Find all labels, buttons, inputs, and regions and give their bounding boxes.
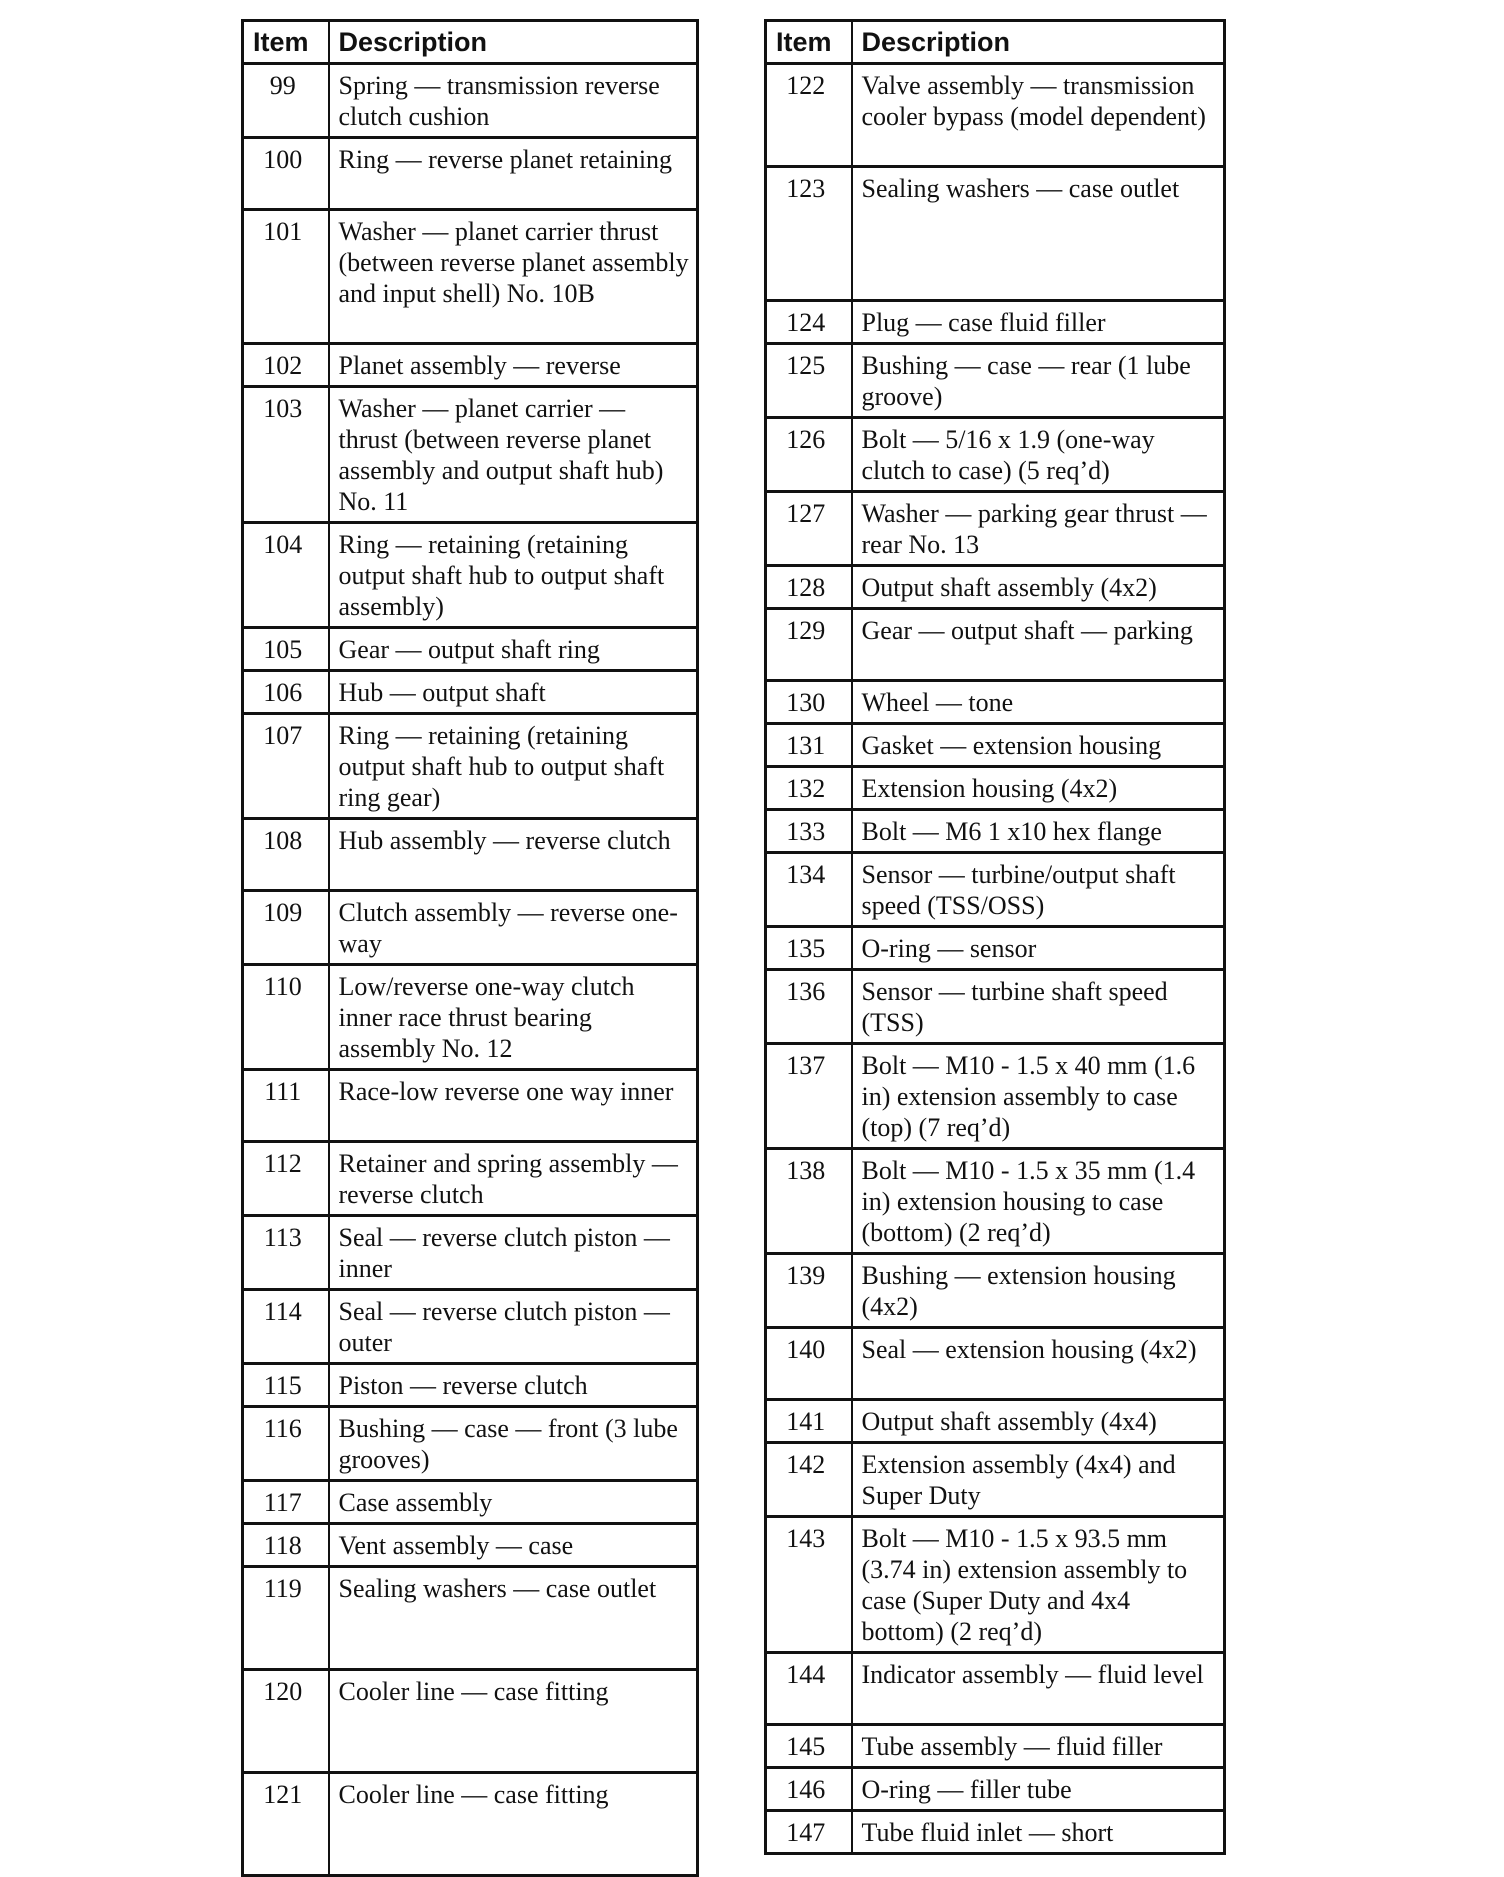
table-row (766, 167, 1225, 301)
item-description: Retainer and spring assembly — reverse clutch (329, 1142, 698, 1216)
item-number: 127 (766, 492, 852, 566)
item-description: Bushing — case — rear (1 lube groove) (852, 344, 1225, 418)
table-row (766, 1443, 1225, 1517)
table-row (766, 418, 1225, 492)
table-row (766, 344, 1225, 418)
item-number: 145 (766, 1725, 852, 1768)
item-description: Tube assembly — fluid filler (852, 1725, 1225, 1768)
table-row (766, 767, 1225, 810)
table-row (243, 965, 698, 1070)
item-description: Seal — reverse clutch piston — outer (329, 1290, 698, 1364)
table-row (243, 1364, 698, 1407)
table-row (766, 927, 1225, 970)
item-number: 118 (243, 1524, 329, 1567)
item-description: Plug — case fluid filler (852, 301, 1225, 344)
item-number: 143 (766, 1517, 852, 1653)
table-row (766, 810, 1225, 853)
table-row (243, 628, 698, 671)
table-row (243, 1290, 698, 1364)
item-number: 125 (766, 344, 852, 418)
table-row (766, 1811, 1225, 1854)
table-row (766, 1328, 1225, 1400)
item-description: Indicator assembly — fluid level (852, 1653, 1225, 1725)
item-description: Sensor — turbine shaft speed (TSS) (852, 970, 1225, 1044)
item-number: 140 (766, 1328, 852, 1400)
item-description: Bolt — 5/16 x 1.9 (one-way clutch to case) (5 req’d) (852, 418, 1225, 492)
item-description: Washer — planet carrier thrust (between reverse planet assembly and input shell) No. 10B (329, 210, 698, 344)
item-number: 104 (243, 523, 329, 628)
item-number: 115 (243, 1364, 329, 1407)
item-description: Ring — reverse planet retaining (329, 138, 698, 210)
item-number: 139 (766, 1254, 852, 1328)
table-row (766, 1044, 1225, 1149)
item-description: Gear — output shaft ring (329, 628, 698, 671)
item-description: Bolt — M10 - 1.5 x 40 mm (1.6 in) extension assembly to case (top) (7 req’d) (852, 1044, 1225, 1149)
description-column-header: Description (852, 21, 1225, 64)
item-number: 141 (766, 1400, 852, 1443)
item-number: 102 (243, 344, 329, 387)
item-number: 124 (766, 301, 852, 344)
table-row (766, 681, 1225, 724)
item-number: 119 (243, 1567, 329, 1670)
parts-table-right (764, 19, 1226, 1855)
table-row (243, 138, 698, 210)
item-column-header: Item (766, 21, 852, 64)
item-number: 135 (766, 927, 852, 970)
item-description: Hub assembly — reverse clutch (329, 819, 698, 891)
item-number: 121 (243, 1773, 329, 1876)
table-row (243, 1481, 698, 1524)
item-description: Cooler line — case fitting (329, 1670, 698, 1773)
item-number: 111 (243, 1070, 329, 1142)
table-row (766, 853, 1225, 927)
item-number: 113 (243, 1216, 329, 1290)
item-number: 138 (766, 1149, 852, 1254)
table-row (243, 1567, 698, 1670)
item-description: Gasket — extension housing (852, 724, 1225, 767)
item-description: Cooler line — case fitting (329, 1773, 698, 1876)
table-row (766, 1149, 1225, 1254)
item-number: 128 (766, 566, 852, 609)
item-number: 144 (766, 1653, 852, 1725)
table-row (766, 1400, 1225, 1443)
item-description: Extension assembly (4x4) and Super Duty (852, 1443, 1225, 1517)
item-number: 110 (243, 965, 329, 1070)
item-description: Sealing washers — case outlet (329, 1567, 698, 1670)
table-row (243, 1524, 698, 1567)
table-row (243, 671, 698, 714)
table-row (766, 724, 1225, 767)
table-row (243, 523, 698, 628)
item-description: Seal — reverse clutch piston — inner (329, 1216, 698, 1290)
table-row (766, 1517, 1225, 1653)
item-number: 106 (243, 671, 329, 714)
table-row (243, 344, 698, 387)
item-number: 112 (243, 1142, 329, 1216)
item-description: Bolt — M10 - 1.5 x 93.5 mm (3.74 in) extension assembly to case (Super Duty and 4x4 bottom) (2 req’d) (852, 1517, 1225, 1653)
item-description: Vent assembly — case (329, 1524, 698, 1567)
item-number: 101 (243, 210, 329, 344)
table-row (243, 387, 698, 523)
item-description: O-ring — sensor (852, 927, 1225, 970)
item-number: 126 (766, 418, 852, 492)
table-row (243, 714, 698, 819)
item-number: 107 (243, 714, 329, 819)
item-description: Race-low reverse one way inner (329, 1070, 698, 1142)
table-row (766, 1653, 1225, 1725)
item-number: 120 (243, 1670, 329, 1773)
item-description: Bolt — M10 - 1.5 x 35 mm (1.4 in) extension housing to case (bottom) (2 req’d) (852, 1149, 1225, 1254)
item-number: 131 (766, 724, 852, 767)
item-number: 99 (243, 64, 329, 138)
table-row (243, 210, 698, 344)
item-description: Planet assembly — reverse (329, 344, 698, 387)
table-row (766, 566, 1225, 609)
item-description: Clutch assembly — reverse one-way (329, 891, 698, 965)
item-number: 114 (243, 1290, 329, 1364)
table-row (766, 301, 1225, 344)
item-number: 134 (766, 853, 852, 927)
item-number: 132 (766, 767, 852, 810)
header-row (766, 21, 1225, 64)
item-number: 117 (243, 1481, 329, 1524)
item-description: Wheel — tone (852, 681, 1225, 724)
item-description: Bushing — case — front (3 lube grooves) (329, 1407, 698, 1481)
item-number: 108 (243, 819, 329, 891)
table-row (243, 1407, 698, 1481)
item-description: Sealing washers — case outlet (852, 167, 1225, 301)
item-number: 130 (766, 681, 852, 724)
table-row (243, 819, 698, 891)
item-number: 109 (243, 891, 329, 965)
description-column-header: Description (329, 21, 698, 64)
table-row (243, 1670, 698, 1773)
item-number: 136 (766, 970, 852, 1044)
table-row (243, 1142, 698, 1216)
item-description: Output shaft assembly (4x2) (852, 566, 1225, 609)
table-row (766, 970, 1225, 1044)
item-description: Case assembly (329, 1481, 698, 1524)
item-description: Extension housing (4x2) (852, 767, 1225, 810)
item-description: Valve assembly — transmission cooler bypass (model dependent) (852, 64, 1225, 167)
item-number: 123 (766, 167, 852, 301)
header-row (243, 21, 698, 64)
item-description: Spring — transmission reverse clutch cushion (329, 64, 698, 138)
table-row (766, 492, 1225, 566)
item-description: Bolt — M6 1 x10 hex flange (852, 810, 1225, 853)
item-description: Ring — retaining (retaining output shaft hub to output shaft ring gear) (329, 714, 698, 819)
item-description: O-ring — filler tube (852, 1768, 1225, 1811)
item-number: 122 (766, 64, 852, 167)
table-row (766, 1725, 1225, 1768)
item-description: Hub — output shaft (329, 671, 698, 714)
table-row (766, 1254, 1225, 1328)
item-description: Bushing — extension housing (4x2) (852, 1254, 1225, 1328)
item-number: 147 (766, 1811, 852, 1854)
item-number: 137 (766, 1044, 852, 1149)
item-number: 129 (766, 609, 852, 681)
item-column-header: Item (243, 21, 329, 64)
item-number: 100 (243, 138, 329, 210)
table-row (243, 1773, 698, 1876)
table-row (243, 1216, 698, 1290)
item-description: Washer — planet carrier — thrust (between reverse planet assembly and output shaft hub) No. 11 (329, 387, 698, 523)
item-description: Washer — parking gear thrust — rear No. 13 (852, 492, 1225, 566)
table-row (766, 1768, 1225, 1811)
item-number: 103 (243, 387, 329, 523)
parts-table-left (241, 19, 699, 1877)
table-row (766, 609, 1225, 681)
item-description: Sensor — turbine/output shaft speed (TSS/OSS) (852, 853, 1225, 927)
item-description: Output shaft assembly (4x4) (852, 1400, 1225, 1443)
item-description: Piston — reverse clutch (329, 1364, 698, 1407)
item-description: Gear — output shaft — parking (852, 609, 1225, 681)
item-description: Low/reverse one-way clutch inner race thrust bearing assembly No. 12 (329, 965, 698, 1070)
item-description: Seal — extension housing (4x2) (852, 1328, 1225, 1400)
item-number: 133 (766, 810, 852, 853)
table-row (243, 1070, 698, 1142)
item-description: Ring — retaining (retaining output shaft hub to output shaft assembly) (329, 523, 698, 628)
table-row (243, 64, 698, 138)
item-description: Tube fluid inlet — short (852, 1811, 1225, 1854)
table-row (766, 64, 1225, 167)
table-row (243, 891, 698, 965)
item-number: 116 (243, 1407, 329, 1481)
item-number: 146 (766, 1768, 852, 1811)
item-number: 142 (766, 1443, 852, 1517)
item-number: 105 (243, 628, 329, 671)
